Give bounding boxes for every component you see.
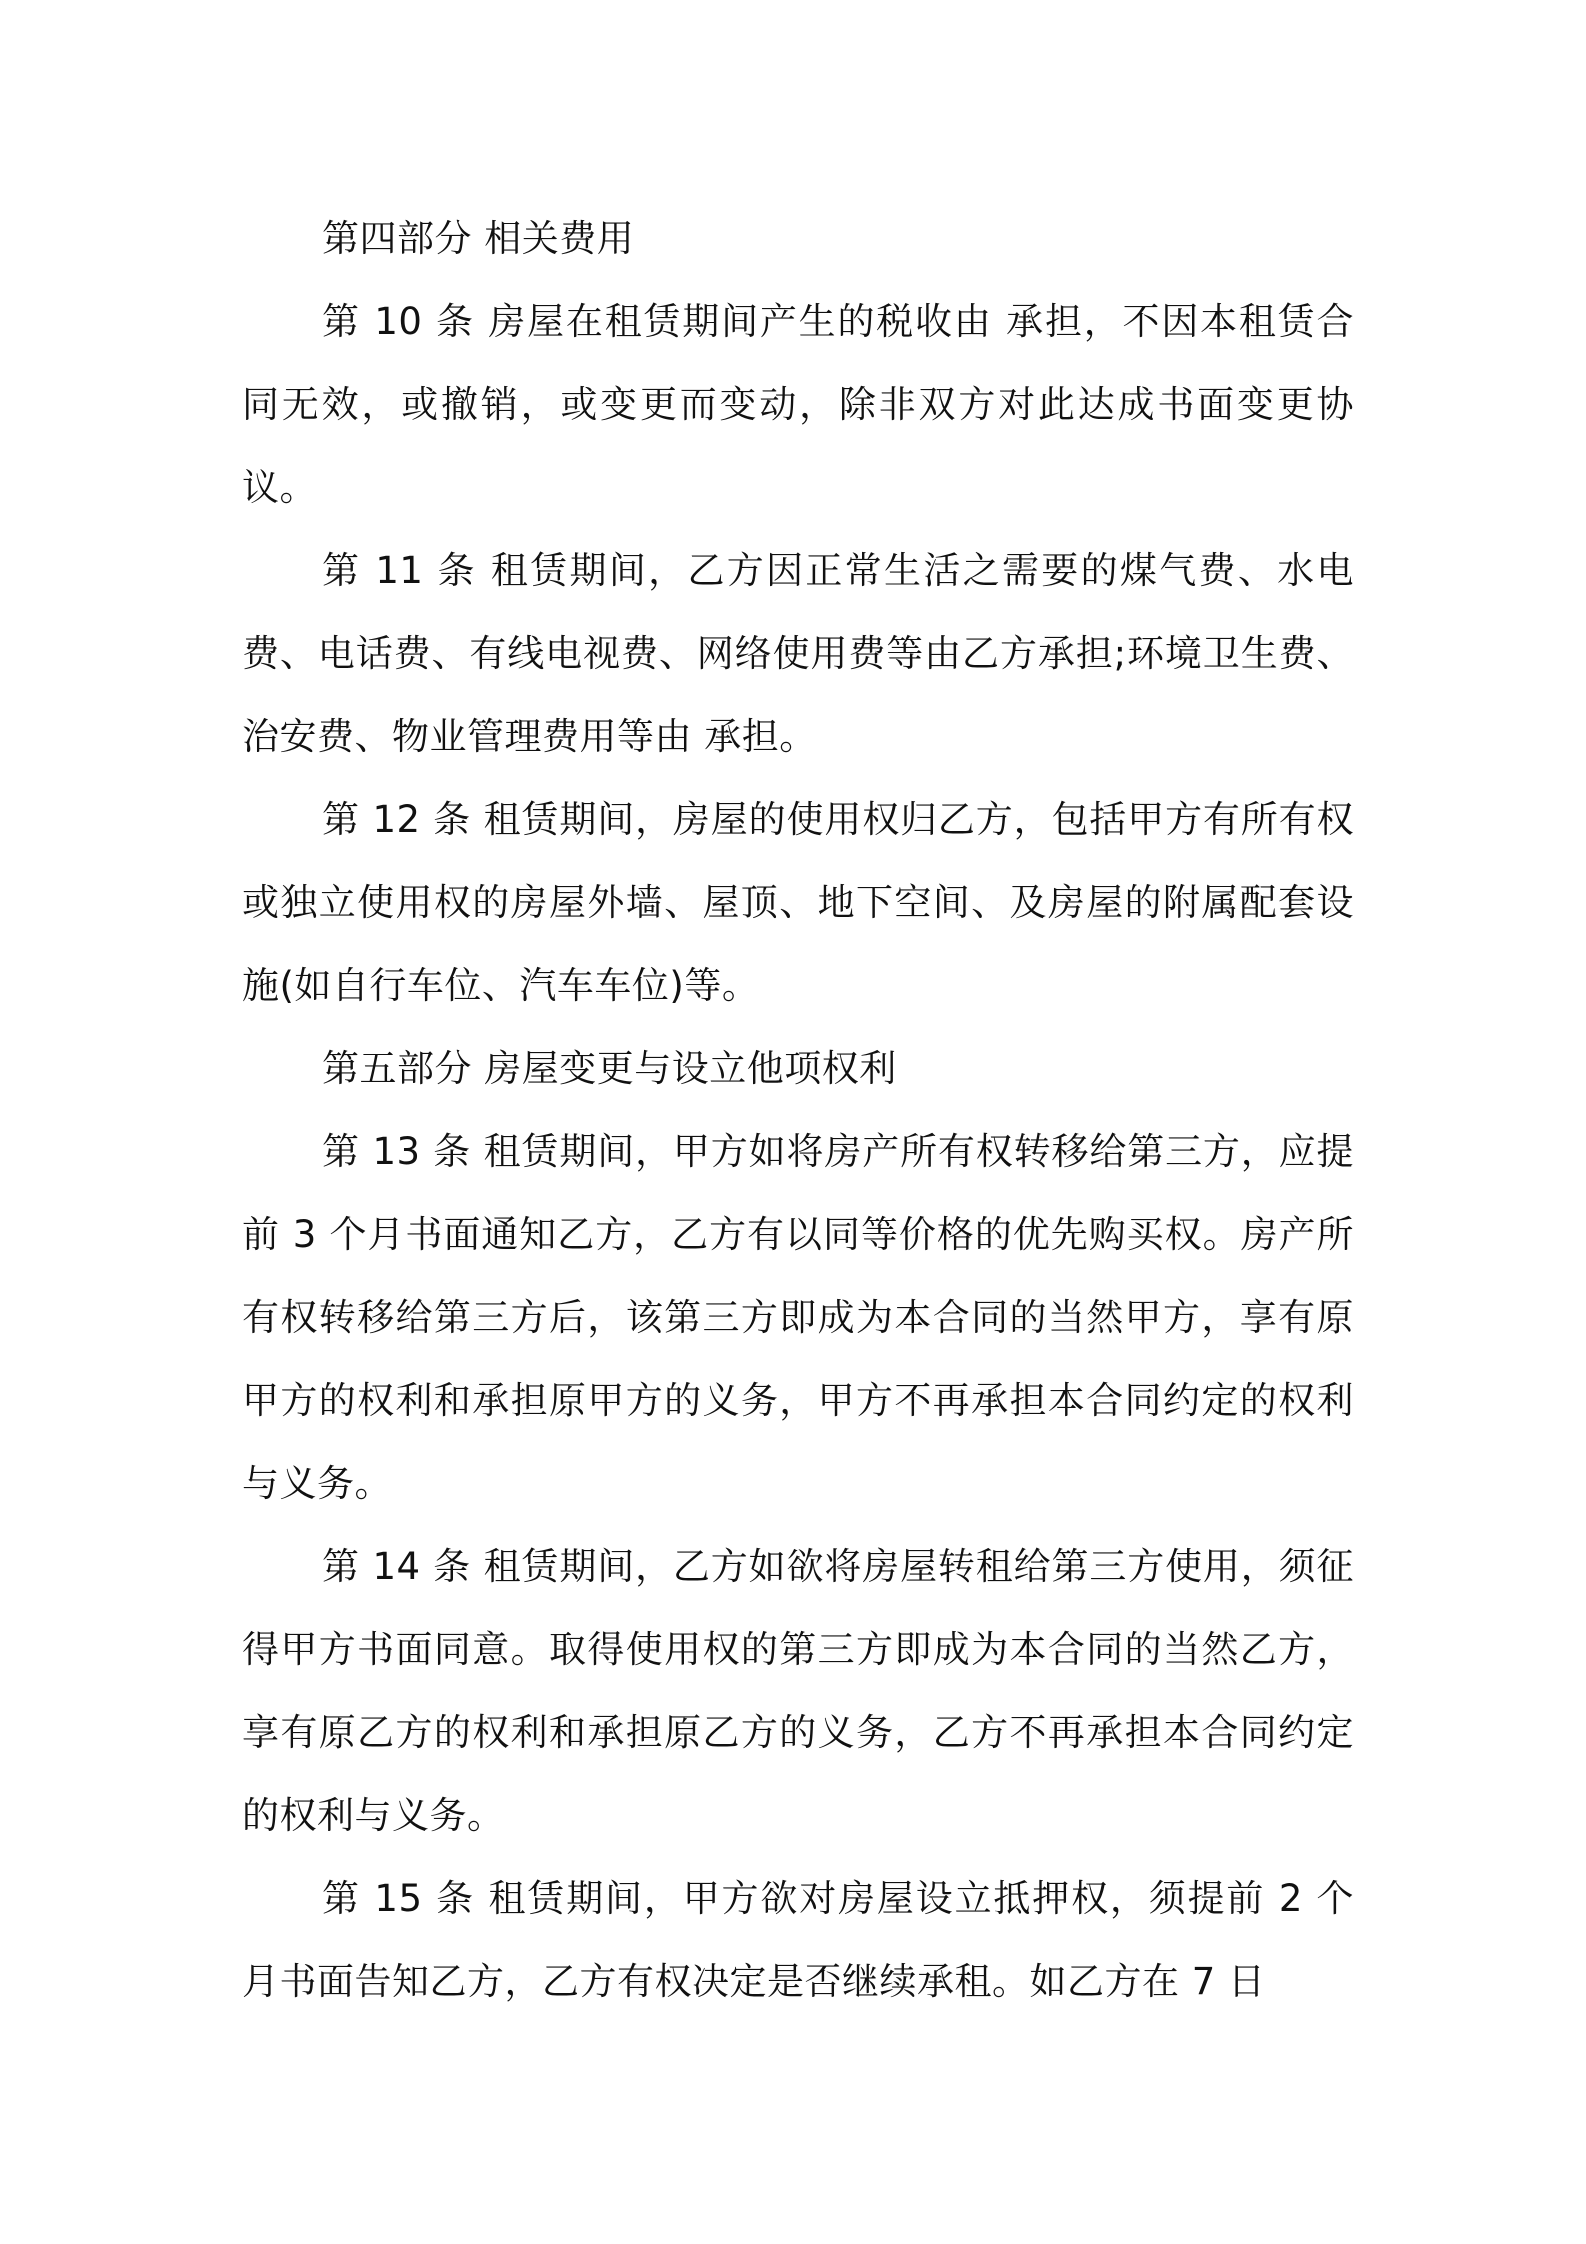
section-heading-part-5: 第五部分 房屋变更与设立他项权利 — [322, 1047, 897, 1090]
article-14: 第 14 条 租赁期间，乙方如欲将房屋转租给第三方使用，须征得甲方书面同意。取得使用权的第三方即成为本合同的当然乙方，享有原乙方的权利和承担原乙方的义务，乙方不再承担本合同约定的权利与义务。 — [242, 1545, 1354, 1837]
article-12: 第 12 条 租赁期间，房屋的使用权归乙方，包括甲方有所有权或独立使用权的房屋外墙、屋顶、地下空间、及房屋的附属配套设施(如自行车位、汽车车位)等。 — [242, 798, 1354, 1007]
section-heading-part-4: 第四部分 相关费用 — [322, 217, 635, 260]
document-body — [242, 197, 1354, 2023]
article-11: 第 11 条 租赁期间，乙方因正常生活之需要的煤气费、水电费、电话费、有线电视费、网络使用费等由乙方承担;环境卫生费、治安费、物业管理费用等由 承担。 — [242, 549, 1354, 758]
article-13: 第 13 条 租赁期间，甲方如将房产所有权转移给第三方，应提前 3 个月书面通知乙方，乙方有以同等价格的优先购买权。房产所有权转移给第三方后，该第三方即成为本合同的当然甲方，享有原甲方的权利和承担原甲方的义务，甲方不再承担本合同约定的权利与义务。 — [242, 1130, 1354, 1505]
article-15: 第 15 条 租赁期间，甲方欲对房屋设立抵押权，须提前 2 个月书面告知乙方，乙方有权决定是否继续承租。如乙方在 7 日 — [242, 1877, 1354, 2003]
article-10: 第 10 条 房屋在租赁期间产生的税收由 承担，不因本租赁合同无效，或撤销，或变更而变动，除非双方对此达成书面变更协议。 — [242, 300, 1354, 509]
